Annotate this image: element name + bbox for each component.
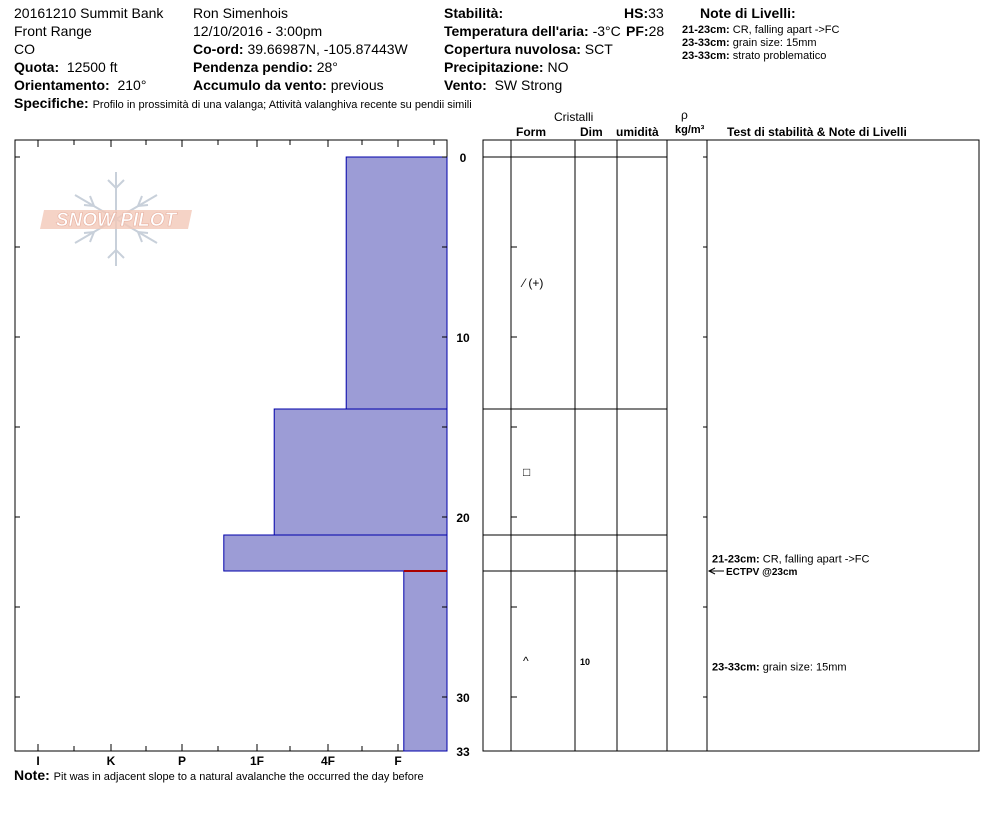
range-name: Front Range [14,23,92,39]
layer-notes-title: Note di Livelli: [700,5,796,21]
air-temp-value: -3°C [592,23,621,39]
test-result-1: ECTPV @23cm [726,567,798,578]
depth-label-20: 20 [456,511,470,525]
coord-value: 39.66987N, -105.87443W [247,41,408,57]
observer: Ron Simenhois [193,5,288,21]
depth-label-10: 10 [456,331,470,345]
state-name: CO [14,41,35,57]
hardness-label-1f: 1F [249,754,265,768]
snowpilot-logo [40,172,192,266]
stability-label: Stabilità: [444,5,504,21]
header-density-unit: kg/m³ [675,124,705,136]
sky-label: Copertura nuvolosa: [444,41,581,57]
layer-bar-3 [224,535,447,571]
depth-label-33: 33 [456,745,470,759]
grain-size-4: 10 [580,657,591,667]
layer-note-1-text: CR, falling apart ->FC [732,24,840,36]
air-temp-label: Temperatura dell'aria: [444,23,589,39]
grain-form-4: ^ [523,654,529,668]
depth-label-0: 0 [459,151,467,165]
hs-label: HS: [624,5,649,21]
layer-table-frame [483,140,979,751]
aspect-value: 210° [117,77,147,93]
specifics-value: Profilo in prossimità di una valanga; Attività valanghiva recente su pendii simili [92,99,472,111]
hardness-label-f: F [394,754,402,768]
wind-value: SW Strong [494,77,563,93]
coord-label: Co-ord: [193,41,244,57]
specifics-label: Specifiche: [14,95,89,111]
elevation-value: 12500 ft [66,59,118,75]
aspect-label: Orientamento: [14,77,110,93]
stability-note-1: 21-23cm: CR, falling apart ->FC [712,553,870,566]
note-label: Note: [14,767,50,783]
depth-label-30: 30 [456,691,470,705]
stability-note-2: 23-33cm: grain size: 15mm [712,661,847,674]
hardness-label-k: K [106,754,116,768]
elevation-label: Quota: [14,59,60,75]
header-moisture: umidità [616,125,659,139]
layer-bar-1 [346,157,447,409]
layer-bar-4 [404,571,447,751]
stability-notes [709,553,869,673]
header-size: Dim [580,125,603,139]
header-stability-notes: Test di stabilità & Note di Livelli [727,125,907,139]
layer-note-3-range: 23-33cm: [682,50,730,62]
wind-label: Vento: [444,77,487,93]
layer-bar-2 [274,409,447,535]
slope-value: 28° [316,59,338,75]
precip-value: NO [547,59,569,75]
wind-load-label: Accumulo da vento: [193,77,327,93]
layer-note-2-text: grain size: 15mm [732,37,817,49]
layer-bars [224,157,447,751]
layer-note-1-range: 21-23cm: [682,24,730,36]
layer-note-2-range: 23-33cm: [682,37,730,49]
pit-title: 20161210 Summit Bank [14,5,164,21]
grain-form-1: ⁄ (+) [523,276,544,290]
hardness-label-i: I [36,754,40,768]
slope-label: Pendenza pendio: [193,59,313,75]
header-crystals: Cristalli [554,110,594,124]
wind-load-value: previous [330,77,384,93]
hardness-label-4f: 4F [320,754,336,768]
pf-value: 28 [648,23,665,39]
hardness-label-p: P [177,754,187,768]
header-form: Form [516,125,546,139]
table-ticks [511,157,707,697]
note-value: Pit was in adjacent slope to a natural avalanche the occurred the day before [53,771,424,783]
sky-value: SCT [584,41,613,57]
date-time: 12/10/2016 - 3:00pm [193,23,323,39]
header-density-symbol: ρ [681,108,688,122]
layer-note-3-text: strato problematico [732,50,827,62]
logo-text: SNOW PILOT [55,210,177,231]
grain-form-2: □ [523,465,531,479]
hs-value: 33 [648,5,664,21]
precip-label: Precipitazione: [444,59,544,75]
pf-label: PF: [626,23,649,39]
